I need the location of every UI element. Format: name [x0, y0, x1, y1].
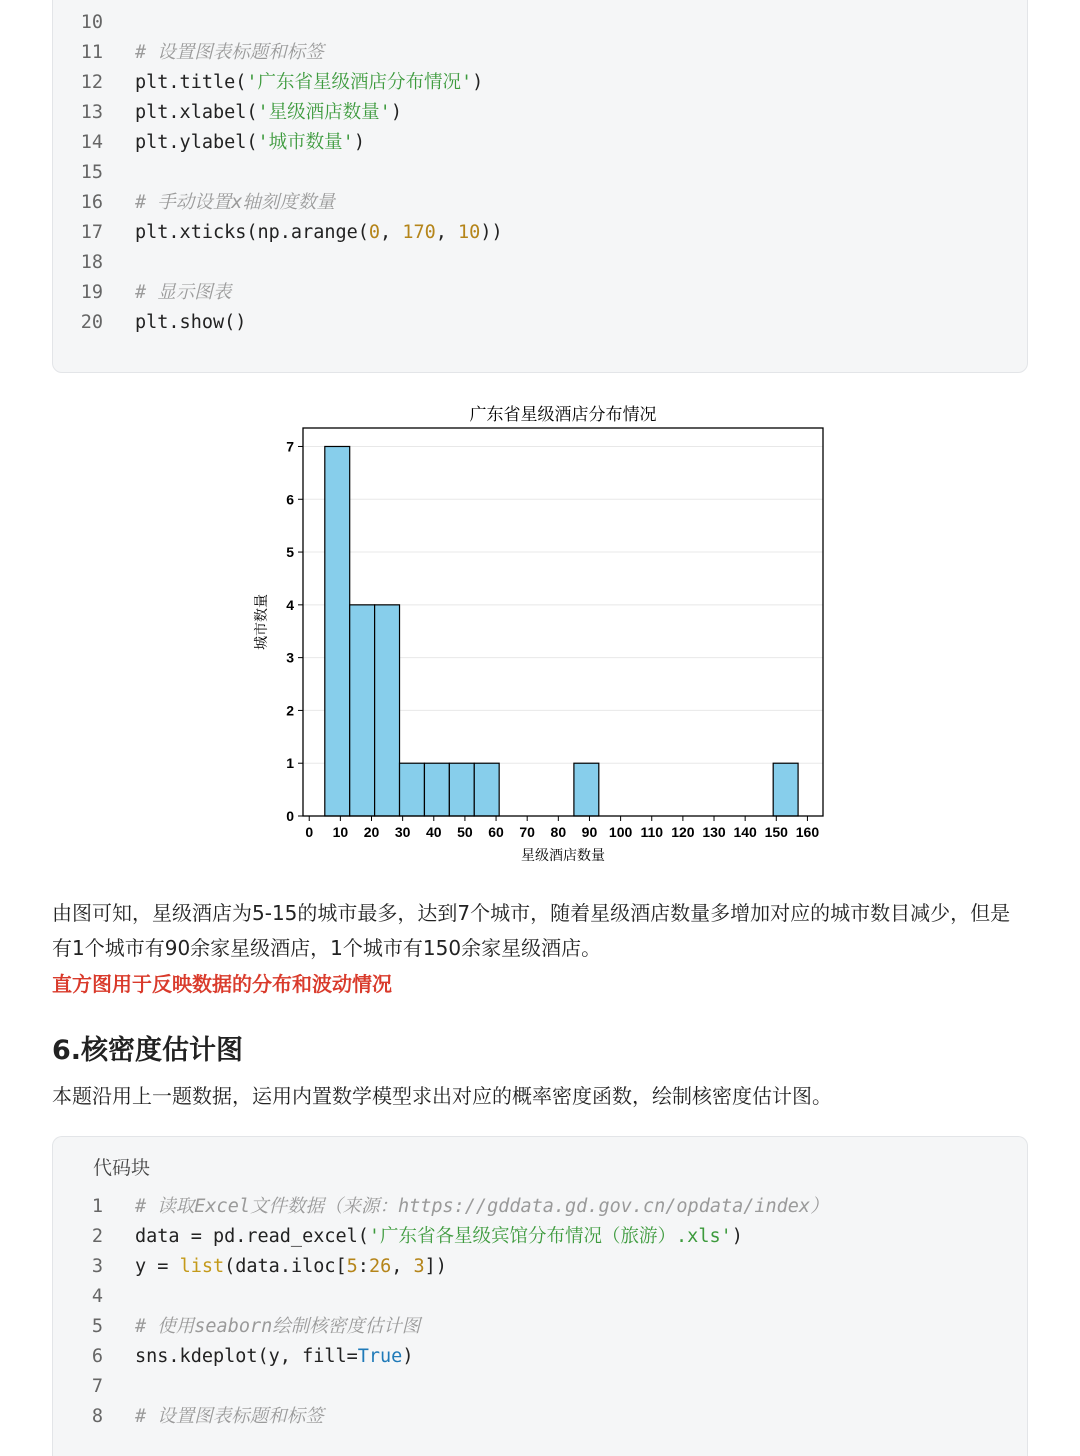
histogram-bar [424, 763, 449, 816]
histogram-chart [250, 398, 830, 868]
emphasis-text: 直方图用于反映数据的分布和波动情况 [52, 972, 392, 996]
line-number: 11 [80, 42, 103, 63]
x-tick-label: 40 [425, 824, 442, 840]
code-line [53, 1222, 1027, 1252]
code-block-title: 代码块 [93, 1157, 151, 1179]
code-text: sns.kdeplot(y, fill=True) [135, 1346, 414, 1367]
x-tick-label: 50 [457, 824, 473, 840]
code-text: # 设置图表标题和标签 [135, 42, 324, 63]
code-line [53, 1252, 1027, 1282]
x-tick-label: 70 [519, 824, 535, 840]
line-number: 16 [80, 192, 103, 213]
code-text: y = list(data.iloc[5:26, 3]) [135, 1256, 447, 1277]
x-tick-label: 80 [550, 824, 567, 840]
code-line [53, 308, 1027, 338]
code-line [53, 1372, 1027, 1402]
x-axis-label: 星级酒店数量 [521, 847, 605, 863]
line-number: 10 [80, 12, 103, 33]
x-tick-label: 120 [671, 824, 695, 840]
chart-title: 广东省星级酒店分布情况 [469, 405, 657, 424]
code-line [53, 278, 1027, 308]
code-text: # 显示图表 [135, 282, 232, 303]
code-line [53, 128, 1027, 158]
x-tick-label: 10 [332, 824, 349, 840]
y-tick-label: 6 [286, 491, 294, 508]
histogram-bar [375, 605, 400, 816]
line-number: 5 [91, 1316, 103, 1337]
y-tick-label: 1 [286, 755, 294, 772]
code-block-top [52, 0, 1028, 373]
x-tick-label: 60 [488, 824, 504, 840]
code-text: # 手动设置x轴刻度数量 [135, 192, 335, 213]
x-tick-label: 150 [764, 824, 788, 840]
line-number: 19 [80, 282, 103, 303]
line-number: 3 [91, 1256, 103, 1277]
intro-paragraph: 本题沿用上一题数据，运用内置数学模型求出对应的概率密度函数，绘制核密度估计图。 [52, 1084, 832, 1108]
histogram-bar [449, 763, 474, 816]
code-text: plt.show() [135, 312, 247, 333]
section-heading: 6.核密度估计图 [52, 1035, 244, 1066]
x-tick-label: 30 [394, 824, 411, 840]
x-tick-label: 90 [581, 824, 598, 840]
line-number: 20 [80, 312, 103, 333]
x-tick-label: 20 [363, 824, 380, 840]
line-number: 8 [91, 1406, 103, 1427]
x-tick-label: 130 [702, 824, 726, 840]
line-number: 12 [80, 72, 103, 93]
y-tick-label: 2 [286, 702, 294, 719]
line-number: 18 [80, 252, 103, 273]
code-line [53, 1402, 1027, 1432]
histogram-bar [474, 763, 499, 816]
y-tick-label: 3 [286, 649, 294, 666]
line-number: 1 [91, 1196, 103, 1217]
code-lines [53, 1192, 1027, 1432]
code-lines [53, 8, 1027, 338]
code-block-bottom [52, 1136, 1028, 1456]
line-number: 6 [91, 1346, 103, 1367]
code-line [53, 98, 1027, 128]
histogram-bar [574, 763, 599, 816]
code-line [53, 8, 1027, 38]
x-tick-label: 110 [640, 824, 664, 840]
code-text: # 使用seaborn绘制核密度估计图 [135, 1316, 421, 1337]
x-tick-label: 100 [608, 824, 633, 840]
code-line [53, 158, 1027, 188]
y-tick-label: 0 [286, 808, 294, 824]
x-tick-label: 160 [795, 824, 820, 840]
code-line [53, 218, 1027, 248]
y-tick-label: 4 [286, 596, 294, 613]
line-number: 15 [80, 162, 103, 183]
line-number: 14 [80, 132, 103, 153]
histogram-bar [325, 446, 350, 816]
y-axis-label: 城市数量 [253, 594, 269, 650]
code-line [53, 248, 1027, 278]
code-line [53, 1312, 1027, 1342]
histogram-svg [250, 398, 830, 868]
analysis-paragraph: 由图可知，星级酒店为5-15的城市最多，达到7个城市，随着星级酒店数量多增加对应的城市数目减少，但是有1个城市有90余家星级酒店，1个城市有150余家星级酒店。 [52, 901, 1011, 960]
code-text: # 读取Excel文件数据（来源：https://gddata.gd.gov.cn/opdata/index） [135, 1196, 829, 1217]
code-line [53, 1192, 1027, 1222]
x-tick-label: 140 [733, 824, 757, 840]
y-tick-label: 5 [286, 544, 294, 561]
x-tick-label: 0 [305, 824, 314, 840]
code-line [53, 188, 1027, 218]
histogram-bar [400, 763, 425, 816]
code-text: plt.ylabel('城市数量') [135, 132, 365, 153]
code-line [53, 1282, 1027, 1312]
histogram-bar [773, 763, 798, 816]
line-number: 2 [91, 1226, 103, 1247]
code-line [53, 38, 1027, 68]
y-tick-label: 7 [286, 438, 294, 455]
code-line [53, 68, 1027, 98]
histogram-bar [350, 605, 375, 816]
code-text: # 设置图表标题和标签 [135, 1406, 324, 1427]
line-number: 17 [80, 222, 103, 243]
code-line [53, 1342, 1027, 1372]
code-text: plt.xlabel('星级酒店数量') [135, 102, 402, 123]
line-number: 13 [80, 102, 103, 123]
code-text: data = pd.read_excel('广东省各星级宾馆分布情况（旅游）.xls') [135, 1226, 743, 1247]
code-text: plt.xticks(np.arange(0, 170, 10)) [135, 222, 503, 243]
line-number: 7 [91, 1376, 103, 1397]
line-number: 4 [91, 1286, 103, 1307]
code-text: plt.title('广东省星级酒店分布情况') [135, 72, 484, 93]
